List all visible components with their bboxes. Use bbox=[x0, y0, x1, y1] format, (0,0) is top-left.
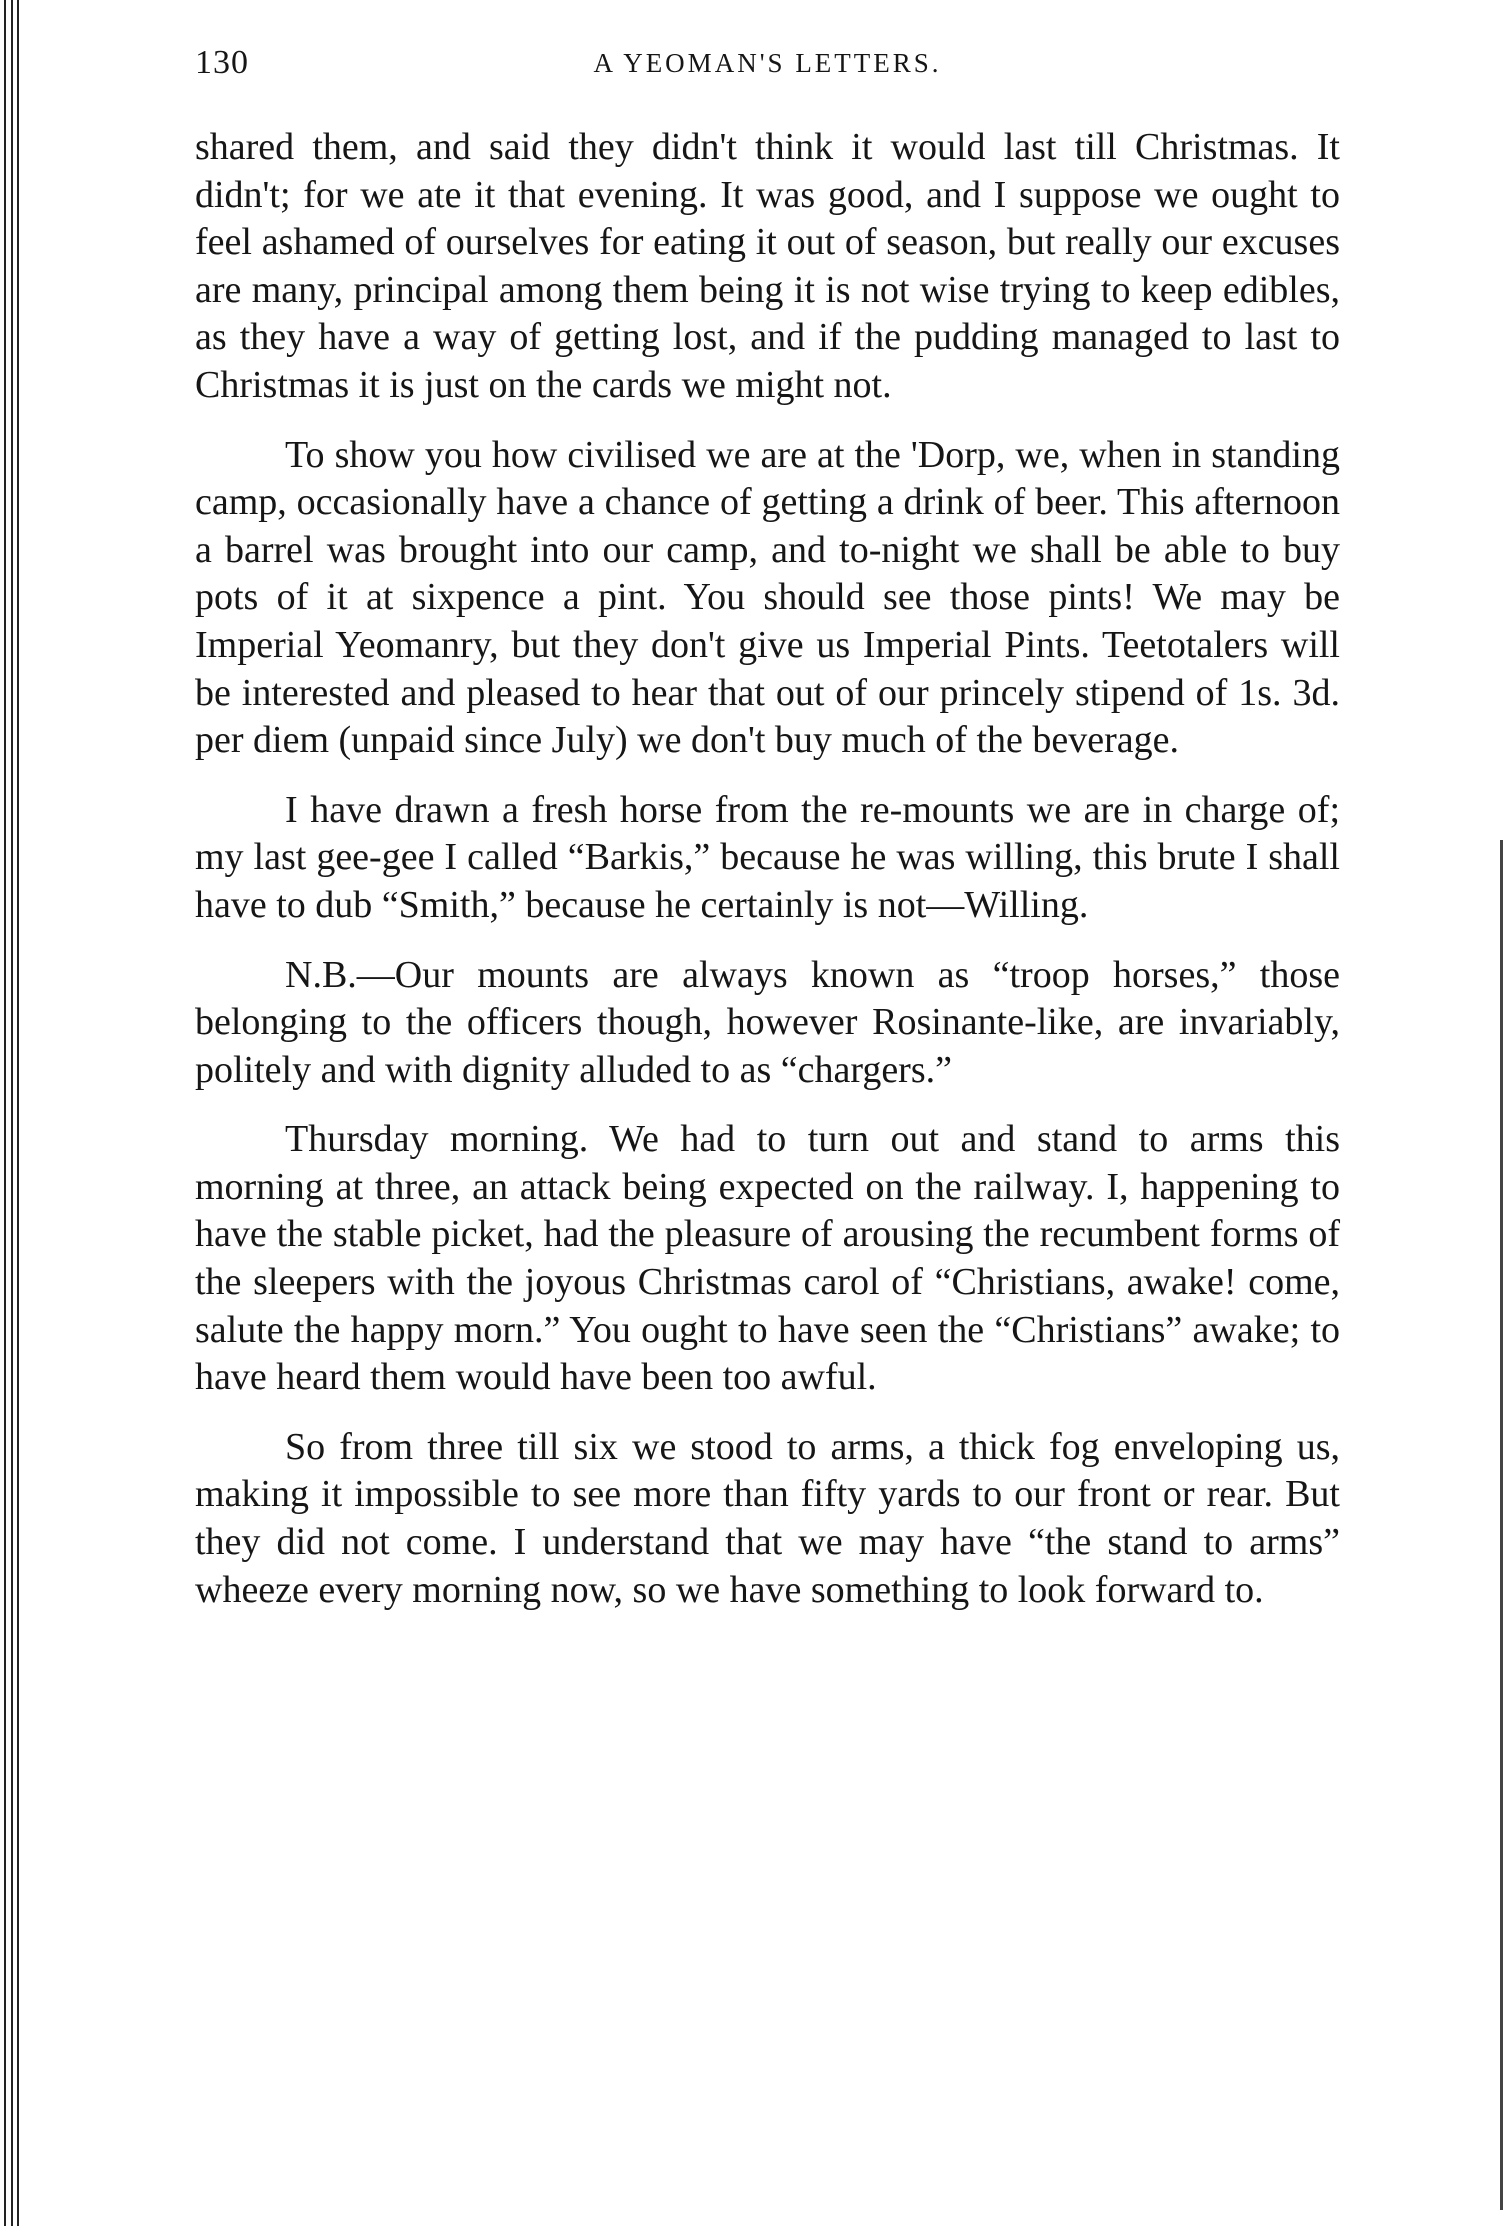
page-header bbox=[195, 44, 1340, 84]
scan-edge-line bbox=[4, 0, 6, 2226]
paragraph: I have drawn a fresh horse from the re-mounts we are in charge of; my last gee-gee I called “Barkis,” because he was willing, this brute I shall have to dub “Smith,” because he certainly is not—Willing. bbox=[195, 788, 1340, 926]
paragraph: So from three till six we stood to arms, a thick fog enveloping us, making it impossible to see more than fifty yards to our front or rear. But they did not come. I understand that we may have “the stand to arms” wheeze every morning now, so we have something to look forward to. bbox=[195, 1425, 1340, 1611]
page-number: 130 bbox=[195, 44, 249, 81]
paragraph: To show you how civilised we are at the 'Dorp, we, when in standing camp, occasionally have a chance of getting a drink of beer. This afternoon a barrel was brought into our camp, and to-night we shall be able to buy pots of it at sixpence a pint. You should see those pints! We may be Imperial Yeomanry, but they don't give us Imperial Pints. Teetotalers will be interested and pleased to hear that out of our princely stipend of 1s. 3d. per diem (unpaid since July) we don't buy much of the beverage. bbox=[195, 433, 1340, 762]
paragraph: N.B.—Our mounts are always known as “troop horses,” those belonging to the officers though, however Rosinante-like, are invariably, politely and with dignity alluded to as “chargers.” bbox=[195, 953, 1340, 1091]
gutter-shadow-line bbox=[1500, 840, 1503, 2210]
scan-edge-line bbox=[11, 0, 13, 2226]
paragraph: Thursday morning. We had to turn out and stand to arms this morning at three, an attack being expected on the railway. I, happening to have the stable picket, had the pleasure of arousing the recumbent forms of the sleepers with the joyous Christmas carol of “Christians, awake! come, salute the happy morn.” You ought to have seen the “Christians” awake; to have heard them would have been too awful. bbox=[195, 1118, 1340, 1399]
running-head: A YEOMAN'S LETTERS. bbox=[593, 48, 942, 78]
scan-edge-line bbox=[17, 0, 19, 2226]
body-text bbox=[195, 124, 1340, 1636]
paragraph-continued: shared them, and said they didn't think it would last till Christmas. It didn't; for we ate it that evening. It was good, and I suppose we ought to feel ashamed of ourselves for eating it out of season, but really our excuses are many, principal among them being it is not wise trying to keep edibles, as they have a way of getting lost, and if the pudding managed to last to Christmas it is just on the cards we might not. bbox=[195, 126, 1340, 406]
